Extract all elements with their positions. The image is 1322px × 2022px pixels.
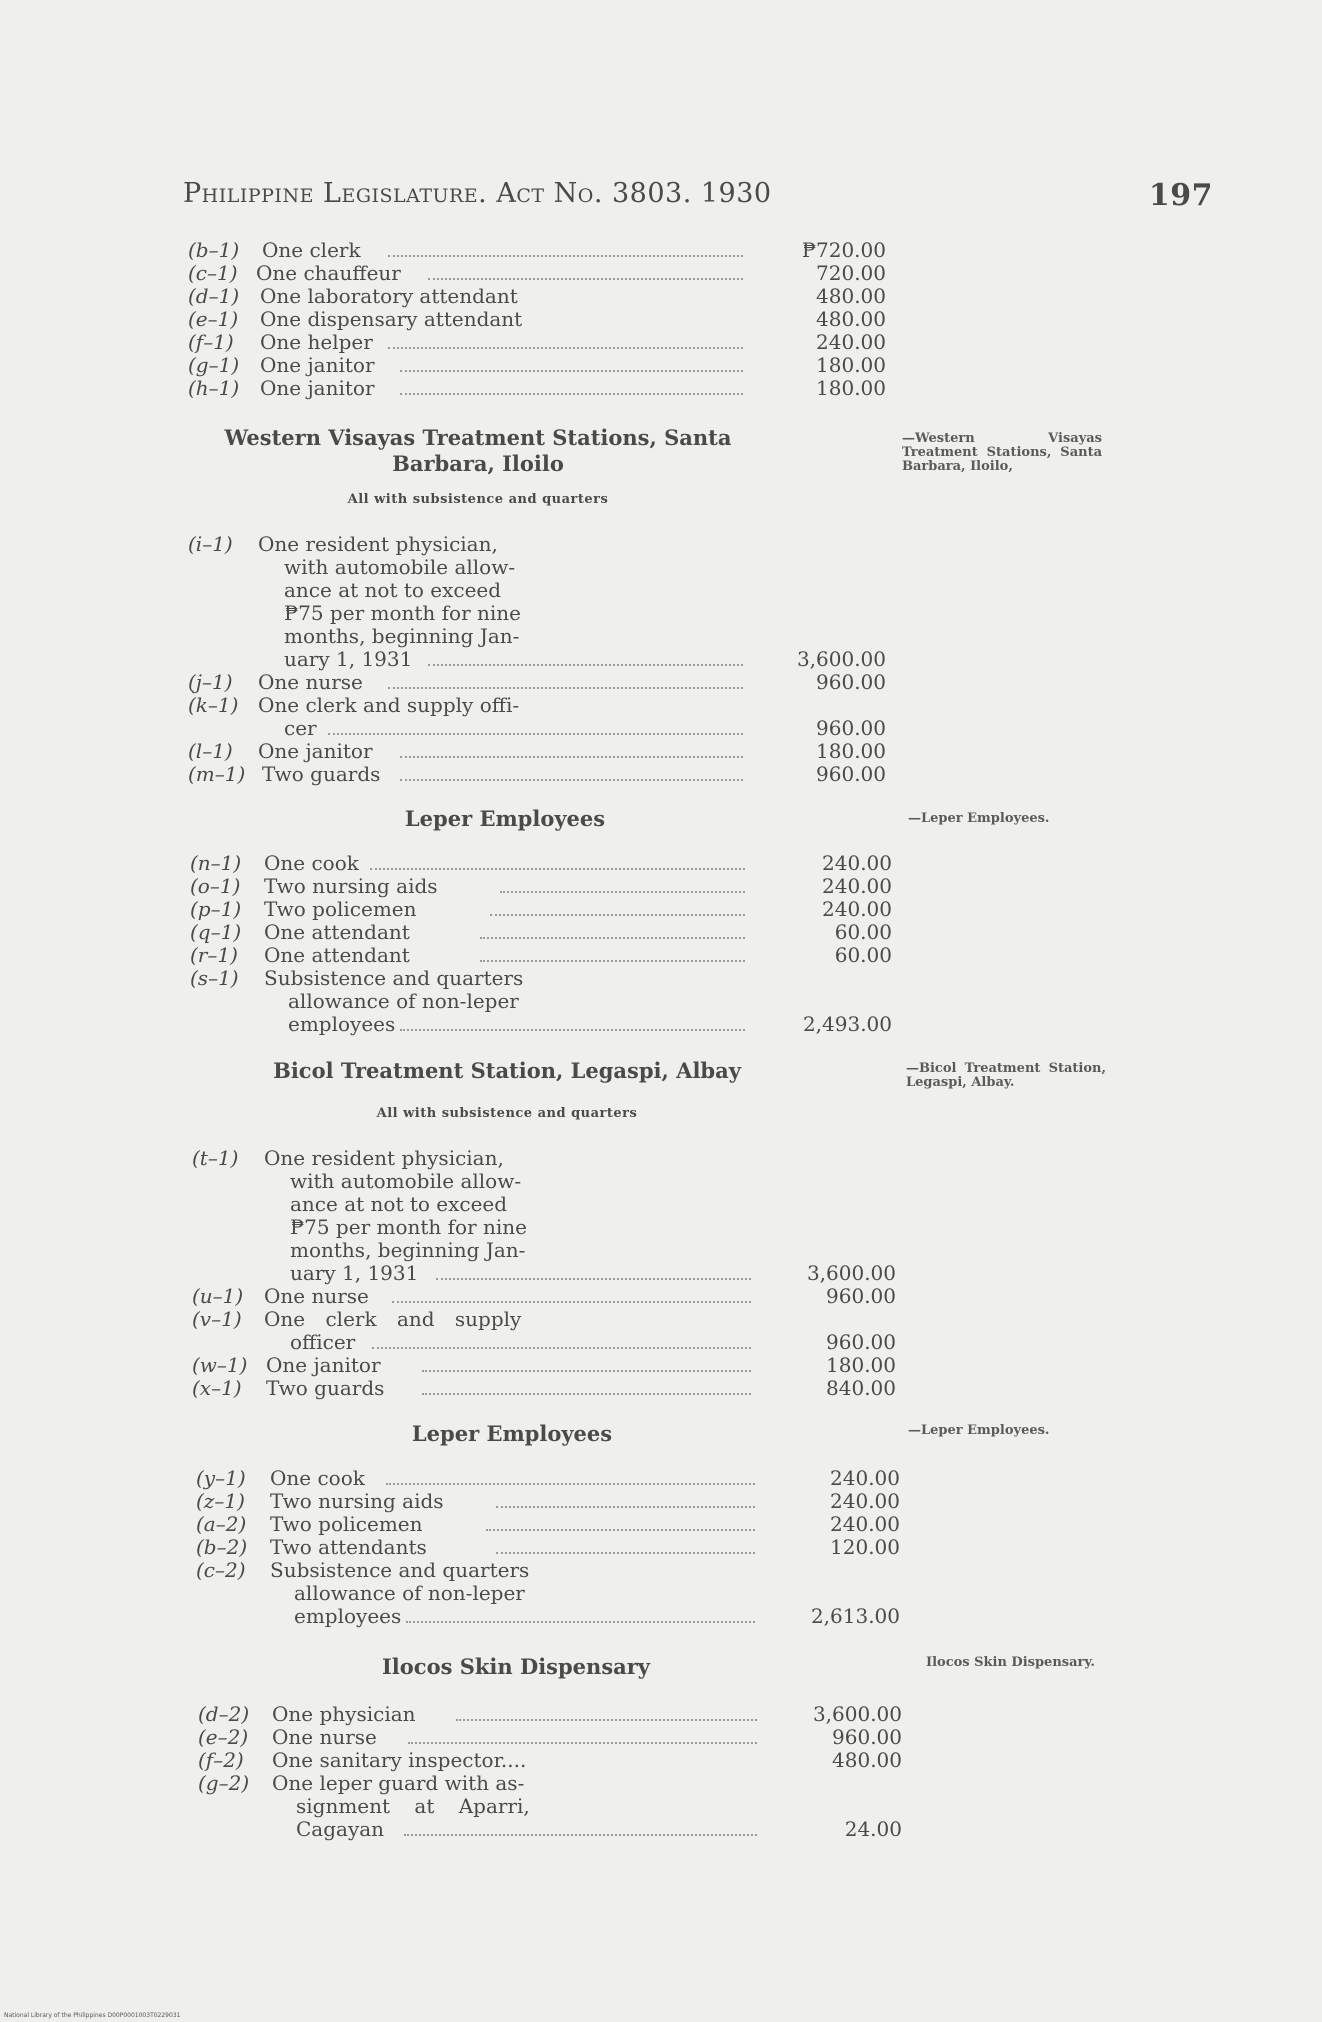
line-item: (n–1) One cook 240.00 — [190, 851, 892, 875]
line-item: (c–2) Subsistence and quarters — [196, 1558, 530, 1582]
line-item: (s–1) Subsistence and quarters — [190, 966, 524, 990]
margin-note: —Western Visayas Treatment Stations, Santa Barbara, Iloilo, — [902, 431, 1102, 474]
line-item: (o–1) Two nursing aids 240.00 — [190, 874, 892, 898]
line-item: (u–1) One nurse 960.00 — [192, 1284, 896, 1308]
line-item: (i–1) One resident physician, — [188, 532, 498, 556]
line-item: (m–1) Two guards 960.00 — [188, 762, 886, 786]
margin-note: Ilocos Skin Dispensary. — [926, 1655, 1095, 1670]
section-title: Leper Employees — [404, 806, 606, 831]
line-item: (l–1) One janitor 180.00 — [188, 739, 886, 763]
scan-footer: National Library of the Philippines D00P0001003T0229031 — [4, 2012, 181, 2019]
line-item: (j–1) One nurse 960.00 — [188, 670, 886, 694]
margin-note: —Leper Employees. — [908, 1423, 1050, 1438]
line-item: (e–2) One nurse 960.00 — [198, 1725, 902, 1749]
line-item: employees 2,493.00 — [288, 1012, 892, 1036]
running-title: Philippine Legislature. Act No. 3803. 1930 — [183, 178, 772, 209]
section-title: Barbara, Iloilo — [392, 451, 564, 476]
page-number: 197 — [1148, 178, 1213, 213]
section-title: Bicol Treatment Station, Legaspi, Albay — [273, 1058, 741, 1083]
line-item: (c–1) One chauffeur 720.00 — [188, 261, 886, 285]
document-page: Philippine Legislature. Act No. 3803. 1930 197 (b–1) One clerk ₱720.00 (c–1) One chauffeur 720.00 (d–1) One laboratory attendant 480.00 (e–1) One dispensary attendant 480.00 (f–1) One helper 240.00 (g–1) One janitor 180.00 (h–1) One janitor 180.00 Western Visayas Treatment Stations, Santa Barbara, Iloilo All with subsistence and quarters —Western Visayas Treatment Stations, Santa Barbara, Iloilo, (i–1) One resident physician, with automobile allow- ance at not to exceed ₱75 per month for nine months, beginning Jan- uary 1, 1931 3,600.00 (j–1) One nurse 960.00 (k–1) One clerk and supply offi- cer 960.00 (l–1) One janitor 180.00 (m–1) Two guards 960.00 Leper Employees —Leper Employees. (n–1) One cook 240.00 (o–1) Two nursing aids 240.00 (p–1) Two policemen 240.00 (q–1) One attendant 60.00 (r–1) One attendant 60.00 (s–1) Subsistence and quarters allowance of non-leper employees 2,493.00 Bicol Treatment Station, Legaspi, Albay All with subsistence and quarters —Bicol Treatment Station, Legaspi, Albay. (t–1) One resident physician, with automobile allow- ance at not to exceed ₱75 per month for nine months, beginning Jan- uary 1, 1931 3,600.00 (u–1) One nurse 960.00 (v–1) One clerk and supply officer 960.00 (w–1) One janitor 180.00 (x–1) Two guards 840.00 Leper Employees —Leper Employees. (y–1) One cook 240.00 (z–1) Two nursing aids 240.00 (a–2) Two policemen 240.00 (b–2) Two attendants 120.00 (c–2) Subsistence and quarters allowance of non-leper employees 2,613.00 Ilocos Skin Dispensary Ilocos Skin Dispensary. (d–2) One physician 3,600.00 (e–2) One nurse 960.00 (f–2) One sanitary inspector.... 480.00 (g–2) One leper guard with as- signment at Aparri, Cagayan 24.00 National Library of the Philippines D00P0001003T0229031 — [4, 178, 1213, 2019]
line-item: (a–2) Two policemen 240.00 — [196, 1512, 900, 1536]
line-item: (r–1) One attendant 60.00 — [190, 943, 892, 967]
line-item: (b–1) One clerk ₱720.00 — [188, 238, 886, 262]
section-title: Western Visayas Treatment Stations, Santa — [224, 425, 732, 450]
line-item: (g–2) One leper guard with as- — [198, 1771, 525, 1795]
line-item: (g–1) One janitor 180.00 — [188, 353, 886, 377]
line-item: (k–1) One clerk and supply offi- — [188, 693, 520, 717]
line-item: Cagayan 24.00 — [296, 1817, 902, 1841]
line-item: cer 960.00 — [284, 716, 886, 740]
line-item: (d–1) One laboratory attendant 480.00 — [188, 284, 886, 308]
line-item: (x–1) Two guards 840.00 — [192, 1376, 896, 1400]
line-item: (w–1) One janitor 180.00 — [192, 1353, 896, 1377]
line-item: (f–1) One helper 240.00 — [188, 330, 886, 354]
line-item: (d–2) One physician 3,600.00 — [198, 1702, 902, 1726]
line-item: employees 2,613.00 — [294, 1604, 900, 1628]
section-title: Ilocos Skin Dispensary — [381, 1654, 651, 1679]
margin-note: —Bicol Treatment Station, Legaspi, Albay. — [906, 1061, 1106, 1090]
section-title: Leper Employees — [411, 1421, 613, 1446]
section-subtitle: All with subsistence and quarters — [376, 1106, 638, 1121]
line-item: (h–1) One janitor 180.00 — [188, 376, 886, 400]
line-item: uary 1, 1931 3,600.00 — [290, 1261, 896, 1285]
line-item: (e–1) One dispensary attendant 480.00 — [188, 307, 886, 331]
line-item: (t–1) One resident physician, — [192, 1146, 504, 1170]
line-item: (z–1) Two nursing aids 240.00 — [196, 1489, 900, 1513]
line-item: (p–1) Two policemen 240.00 — [190, 897, 892, 921]
line-item: (q–1) One attendant 60.00 — [190, 920, 892, 944]
line-item: (v–1) One clerk and supply — [192, 1307, 522, 1331]
line-item: (f–2) One sanitary inspector.... 480.00 — [198, 1748, 902, 1772]
line-item: (b–2) Two attendants 120.00 — [196, 1535, 900, 1559]
line-item: (y–1) One cook 240.00 — [196, 1466, 900, 1490]
line-item: uary 1, 1931 3,600.00 — [284, 647, 886, 671]
line-item: officer 960.00 — [290, 1330, 896, 1354]
page-header — [183, 178, 1213, 218]
section-subtitle: All with subsistence and quarters — [347, 492, 609, 507]
margin-note: —Leper Employees. — [908, 811, 1050, 826]
